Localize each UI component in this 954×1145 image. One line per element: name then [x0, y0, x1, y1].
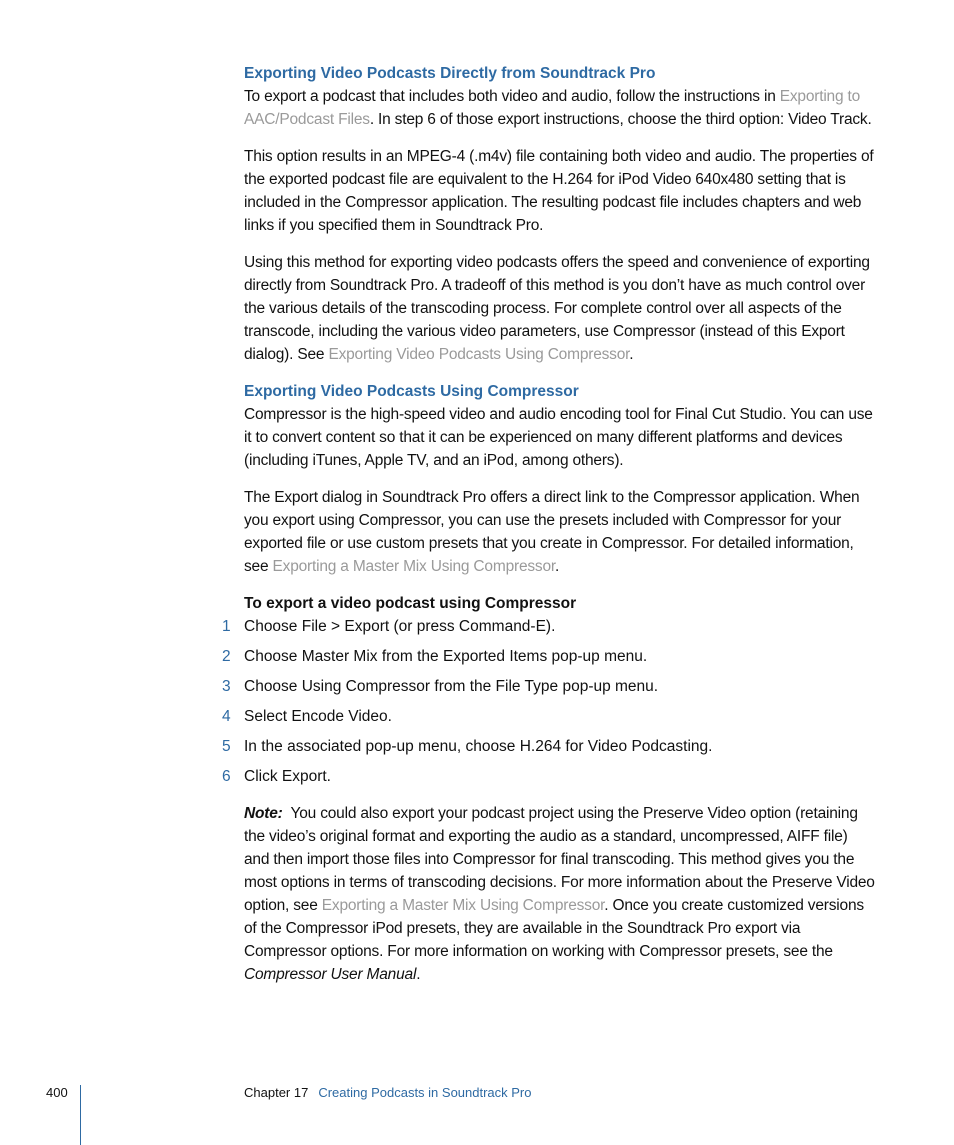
step-text: In the associated pop-up menu, choose H.264 for Video Podcasting. — [244, 738, 713, 755]
step-item — [222, 705, 876, 728]
step-text: Choose File > Export (or press Command-E). — [244, 618, 556, 635]
step-item — [222, 615, 876, 638]
step-text: Click Export. — [244, 768, 331, 785]
section-heading-using-compressor: Exporting Video Podcasts Using Compressor — [244, 383, 579, 400]
step-number: 6 — [222, 768, 231, 785]
text: . — [629, 346, 634, 363]
section-heading-direct-export: Exporting Video Podcasts Directly from Soundtrack Pro — [244, 65, 656, 82]
footer-chapter — [244, 1085, 532, 1100]
text: . Once you create customized versions of the Compressor iPod presets, they are available in the Soundtrack Pro export via Compressor options. For more information on working with Compressor presets, see the — [244, 897, 864, 960]
footer-divider — [80, 1085, 81, 1145]
task-title: To export a video podcast using Compressor — [244, 595, 577, 612]
text: . — [555, 558, 560, 575]
step-item — [222, 675, 876, 698]
manual-title: Compressor User Manual — [244, 966, 417, 983]
note-paragraph — [244, 802, 879, 986]
paragraph: Compressor is the high-speed video and audio encoding tool for Final Cut Studio. You can use it to convert content so that it can be experienced on many different platforms and devices (including iTunes, Apple TV, and an iPod, among others). — [244, 406, 873, 469]
step-item — [222, 645, 876, 668]
step-text: Choose Using Compressor from the File Type pop-up menu. — [244, 678, 659, 695]
step-item — [222, 735, 876, 758]
step-text: Choose Master Mix from the Exported Items pop-up menu. — [244, 648, 648, 665]
link-exporting-video-podcasts-compressor[interactable]: Exporting Video Podcasts Using Compressor — [328, 346, 630, 363]
step-number: 4 — [222, 708, 231, 725]
note-label: Note: — [244, 805, 283, 822]
link-exporting-master-mix-note[interactable]: Exporting a Master Mix Using Compressor — [321, 897, 605, 914]
paragraph: This option results in an MPEG-4 (.m4v) file containing both video and audio. The properties of the exported podcast file are equivalent to the H.264 for iPod Video 640x480 setting that is included in the Compressor application. The resulting podcast file includes chapters and web links if you specified them in Soundtrack Pro. — [244, 148, 874, 234]
step-number: 1 — [222, 618, 231, 635]
step-number: 5 — [222, 738, 231, 755]
text: . In step 6 of those export instructions, choose the third option: Video Track. — [369, 111, 872, 128]
text: Using this method for exporting video podcasts offers the speed and convenience of exporting directly from Soundtrack Pro. A tradeoff of this method is you don’t have as much control over the various details of the transcoding process. For complete control over all aspects of the transcode, including the various video parameters, use Compressor (instead of this Export dialog). See — [244, 254, 870, 363]
text: To export a podcast that includes both video and audio, follow the instructions in — [244, 88, 780, 105]
link-exporting-master-mix[interactable]: Exporting a Master Mix Using Compressor — [272, 558, 555, 575]
text: The Export dialog in Soundtrack Pro offers a direct link to the Compressor application. When you export using Compressor, you can use the presets included with Compressor for your exported file or use custom presets that you create in Compressor. For detailed information, see — [244, 489, 860, 575]
paragraph — [244, 251, 876, 366]
text: You could also export your podcast project using the Preserve Video option (retaining the video’s original format and exporting the audio as a standard, uncompressed, AIFF file) and then import those files into Compressor for final transcoding. This method gives you the most options in terms of transcoding decisions. For more information about the Preserve Video option, see — [244, 805, 879, 914]
steps-list — [222, 615, 876, 788]
step-number: 3 — [222, 678, 231, 695]
step-item — [222, 765, 876, 788]
step-number: 2 — [222, 648, 231, 665]
chapter-label: Chapter 17 — [244, 1085, 309, 1100]
paragraph — [244, 85, 876, 131]
chapter-title: Creating Podcasts in Soundtrack Pro — [318, 1085, 532, 1100]
page-number: 400 — [46, 1085, 68, 1100]
link-exporting-aac[interactable]: Exporting to AAC/Podcast Files — [244, 88, 861, 128]
paragraph — [244, 486, 876, 578]
page-content — [222, 62, 879, 1000]
text: . — [416, 966, 421, 983]
step-text: Select Encode Video. — [244, 708, 392, 725]
